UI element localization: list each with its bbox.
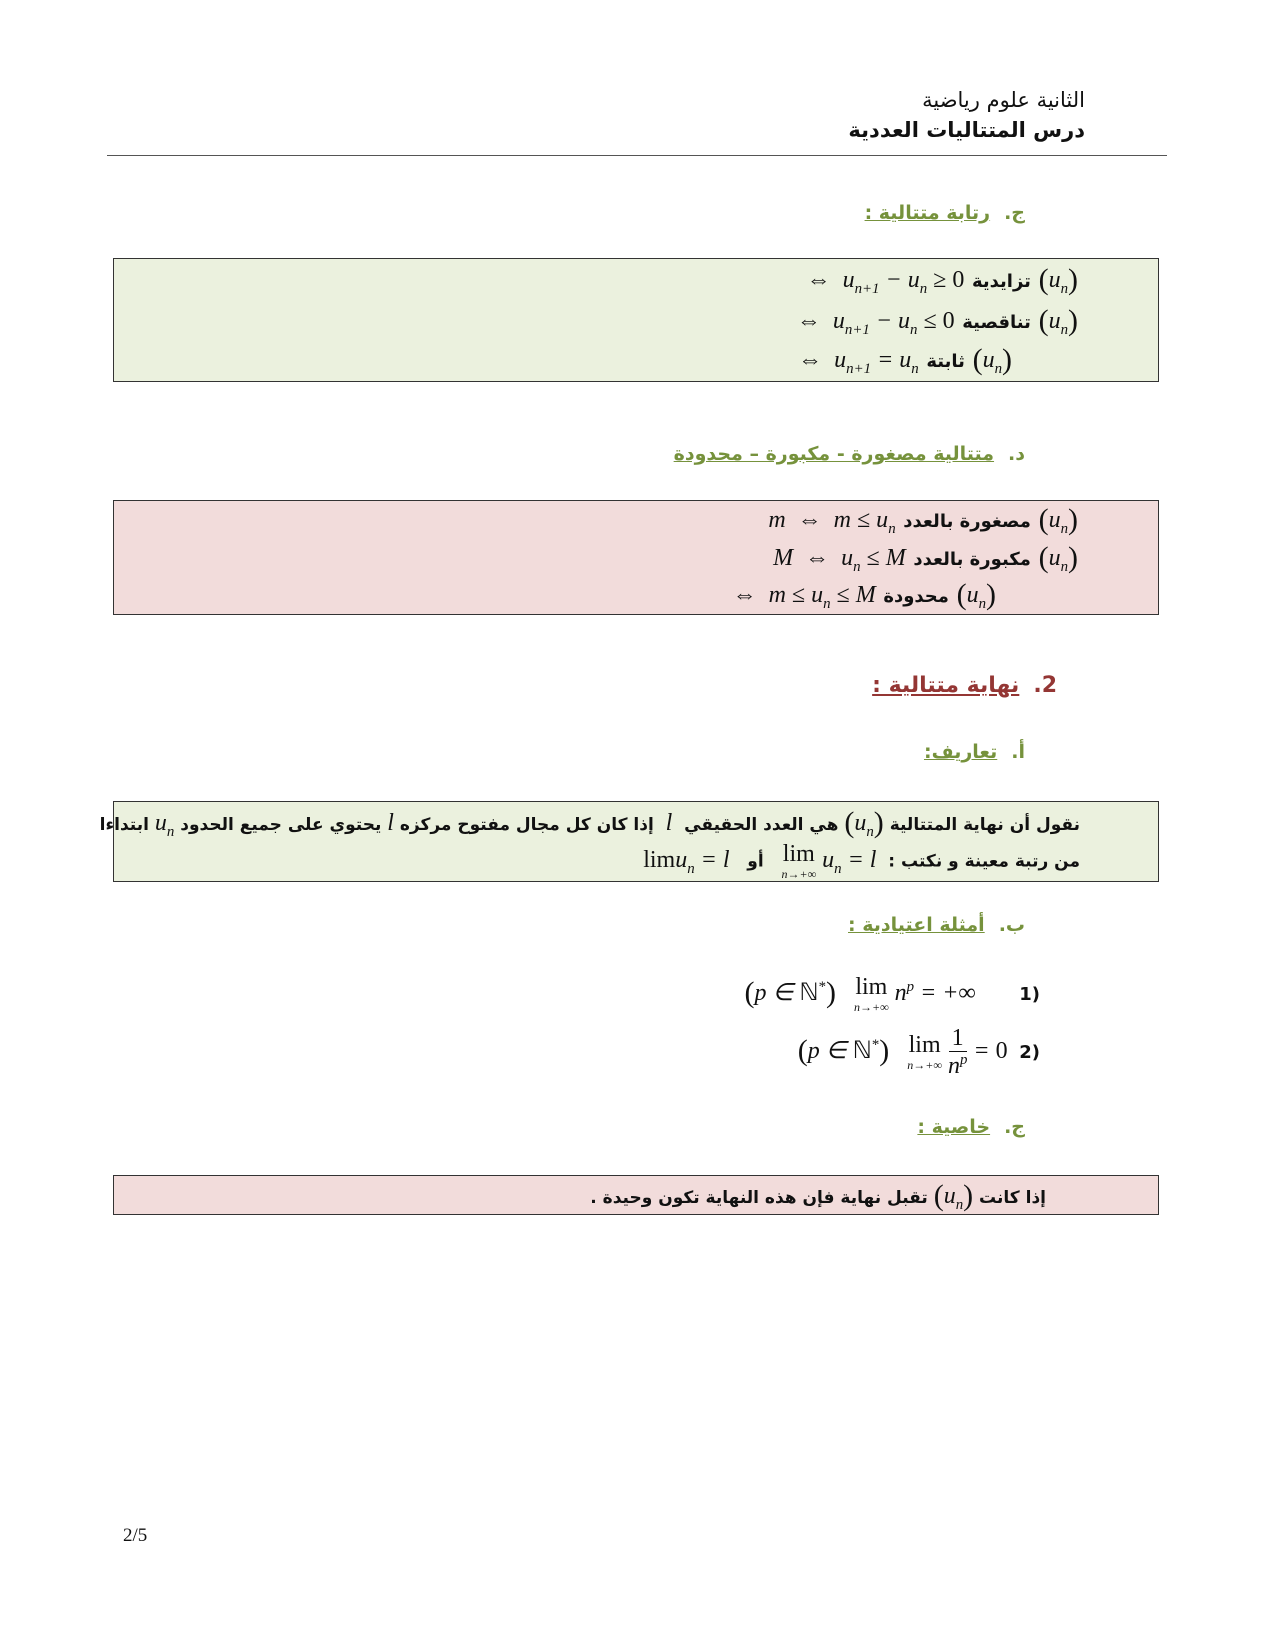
section-marker: ج. <box>1004 1116 1025 1138</box>
section-bounded-heading <box>674 443 1025 465</box>
definition-text: ابتداءا <box>99 815 149 835</box>
majorized-row: $(u_n)$ مكبورة بالعدد M ⇔ $u_n \le M$ <box>773 541 1078 575</box>
bounded-row: $(u_n)$ محدودة ⇔ $m \le u_n \le M$ <box>732 578 996 612</box>
definition-text: هي العدد الحقيقي <box>684 815 839 835</box>
definition-or: أو <box>747 851 764 872</box>
section-title: تعاريف: <box>923 741 998 763</box>
section-property-heading <box>917 1116 1025 1138</box>
property-line: إذا كانت $(u_n)$ تقبل نهاية فإن هذه النهاية تكون وحيدة . <box>590 1179 1046 1213</box>
definition-text: إذا كان كل مجال مفتوح مركزه <box>399 815 654 835</box>
decreasing-label: تناقصية <box>962 312 1031 333</box>
section-marker: 2. <box>1033 673 1057 698</box>
definition-box <box>99 801 1159 882</box>
section-limit-heading <box>872 673 1057 698</box>
definition-text: من رتبة معينة و نكتب : <box>888 851 1080 872</box>
constant-label: ثابتة <box>926 351 965 372</box>
header-divider <box>107 155 1167 156</box>
section-marker: د. <box>1008 443 1025 465</box>
section-title: خاصية : <box>917 1116 991 1138</box>
property-box <box>113 1175 1159 1215</box>
definition-line-1: نقول أن نهاية المتتالية $(u_n)$ هي العدد الحقيقي l إذا كان كل مجال مفتوح مركزه l يحتوي على جميع الحدود $u_n$ ابتداءا <box>99 806 1080 840</box>
example-2: (2 (p ∈ ℕ*) lim n→+∞ $\frac{1}{n^p}$ = 0 <box>797 1025 1040 1080</box>
section-marker: ب. <box>998 914 1025 936</box>
example-2-label: (2 <box>1019 1041 1040 1063</box>
minorized-label: مصغورة بالعدد <box>903 511 1031 532</box>
example-1-label: (1 <box>1019 983 1040 1005</box>
section-title: أمثلة اعتيادية : <box>848 914 985 936</box>
increasing-row: $(u_n)$ تزايدية ⇔ $u_{n+1} - u_n \ge 0$ <box>806 263 1078 297</box>
increasing-label: تزايدية <box>971 271 1031 292</box>
class-name: الثانية علوم رياضية <box>922 88 1085 112</box>
bounded-box <box>113 500 1159 615</box>
decreasing-row: $(u_n)$ تناقصية ⇔ $u_{n+1} - u_n \le 0$ <box>796 304 1078 338</box>
property-text: تقبل نهاية فإن هذه النهاية تكون وحيدة . <box>590 1188 928 1208</box>
monotonic-box <box>113 258 1159 382</box>
constant-row: $(u_n)$ ثابتة ⇔ $u_{n+1} = u_n$ <box>798 343 1012 377</box>
section-definitions-heading <box>924 741 1025 763</box>
majorized-label: مكبورة بالعدد <box>913 549 1031 570</box>
minorized-row: $(u_n)$ مصغورة بالعدد m ⇔ $m \le u_n$ <box>768 503 1078 537</box>
definition-line-2: من رتبة معينة و نكتب : lim n→+∞ $u_n = l$ أو limu$_n$ = l <box>643 841 1080 881</box>
section-marker: ج. <box>1004 202 1025 224</box>
section-marker: أ. <box>1011 741 1025 763</box>
section-title: متتالية مصغورة - مكبورة – محدودة <box>673 443 995 465</box>
section-examples-heading <box>848 914 1025 936</box>
lesson-title: درس المتتاليات العددية <box>848 118 1085 142</box>
example-1: (1 (p ∈ ℕ*) lim n→+∞ $n^p$ = +∞ <box>744 974 1040 1014</box>
section-title: نهاية متتالية : <box>872 673 1020 698</box>
definition-text: يحتوي على جميع الحدود <box>180 815 382 835</box>
page-number: 2/5 <box>123 1525 148 1546</box>
section-monotonic-heading <box>865 202 1025 224</box>
definition-text: نقول أن نهاية المتتالية <box>889 815 1080 835</box>
section-title: رتابة متتالية : <box>864 202 991 224</box>
property-text: إذا كانت <box>979 1188 1046 1208</box>
bounded-label: محدودة <box>883 586 949 607</box>
